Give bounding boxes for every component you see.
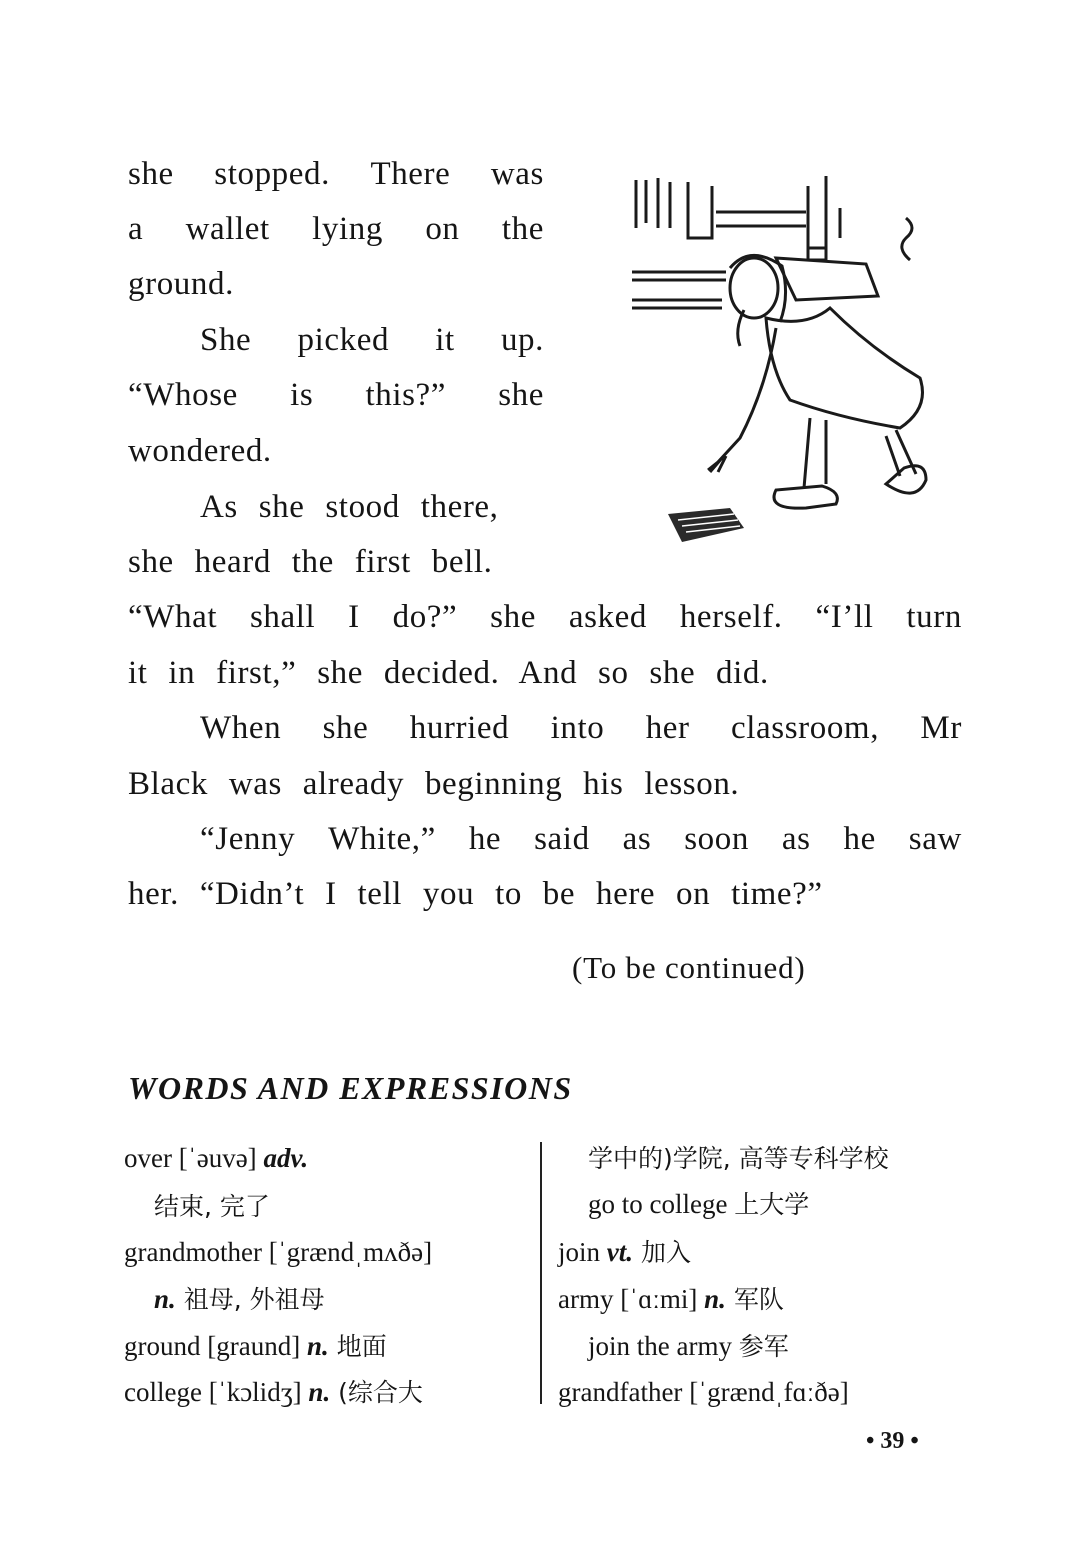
story-line-text: As she stood there,: [200, 489, 499, 525]
story-word: she: [128, 156, 174, 192]
vocab-word: join the army: [588, 1331, 732, 1361]
story-line-text: Black was already beginning his lesson.: [128, 766, 740, 802]
vocab-phonetic: [ˈɑːmi]: [613, 1284, 705, 1314]
vocab-entry: [124, 1142, 308, 1174]
vocab-part-of-speech: n.: [154, 1284, 176, 1314]
vocab-meaning: 参军: [738, 1332, 789, 1361]
vocab-word: college: [124, 1377, 202, 1407]
story-word: she: [322, 710, 369, 746]
story-word: she: [498, 377, 544, 413]
vocab-meaning: 军队: [725, 1285, 784, 1314]
story-word: Mr: [920, 710, 962, 746]
vocab-part-of-speech: n.: [306, 1331, 329, 1361]
girl-picking-up-wallet-illustration: [626, 168, 946, 548]
vocab-meaning: 学中的)学院, 高等专科学校: [588, 1144, 889, 1173]
story-word: shall: [249, 599, 316, 635]
story-word: she: [490, 599, 536, 635]
story-word: There: [370, 156, 451, 192]
to-be-continued-note: (To be continued): [572, 950, 806, 985]
story-line: [128, 764, 962, 804]
story-line: [128, 431, 544, 471]
story-line: [128, 375, 544, 415]
story-word: was: [490, 156, 544, 192]
vocab-meaning-line: [154, 1190, 270, 1223]
vocab-meaning: (综合大: [330, 1378, 423, 1407]
vocab-word: army: [558, 1284, 614, 1314]
story-line: [128, 264, 544, 304]
story-word: “I’ll: [815, 599, 874, 635]
story-word: I: [348, 599, 360, 635]
vocab-entry: [558, 1376, 849, 1408]
vocab-word: grandmother: [124, 1237, 262, 1267]
story-word: classroom,: [730, 710, 880, 746]
story-line: [128, 819, 962, 859]
story-word: asked: [568, 599, 647, 635]
vocab-spacer: [732, 1331, 739, 1361]
vocab-part-of-speech: n.: [308, 1377, 331, 1407]
vocab-phonetic: [ˈkɔlidʒ]: [201, 1377, 309, 1407]
story-line: [128, 597, 962, 637]
story-word: he: [843, 821, 876, 857]
story-word: soon: [684, 821, 749, 857]
vocab-word: join: [558, 1237, 601, 1267]
story-word: lying: [312, 211, 383, 247]
vocab-entry: [588, 1188, 809, 1221]
vocab-word: ground: [124, 1331, 201, 1361]
story-word: She: [200, 322, 252, 358]
story-word: wallet: [185, 211, 270, 247]
story-line-text: she heard the first bell.: [128, 544, 493, 580]
story-word: a: [128, 211, 144, 247]
story-word: herself.: [679, 599, 783, 635]
story-word: “Whose: [128, 377, 238, 413]
story-word: is: [290, 377, 314, 413]
vocab-meaning: 结束, 完了: [154, 1192, 270, 1221]
vocab-part-of-speech: adv.: [263, 1143, 309, 1173]
story-word: it: [435, 322, 455, 358]
vocab-phonetic: [graund]: [200, 1331, 307, 1361]
story-line: [128, 653, 962, 693]
vocab-word: go to college: [588, 1189, 728, 1219]
story-word: he: [468, 821, 502, 857]
vocab-spacer: [600, 1237, 607, 1267]
story-word: said: [534, 821, 590, 857]
story-word: picked: [297, 322, 390, 358]
story-line-text: wondered.: [128, 433, 272, 469]
story-word: When: [200, 710, 282, 746]
story-line-text: ground.: [128, 266, 234, 302]
story-line: [128, 487, 544, 527]
page-number: • 39 •: [866, 1428, 919, 1454]
story-word: her: [645, 710, 690, 746]
story-line: [128, 209, 544, 249]
vocab-meaning-line: [154, 1283, 325, 1316]
story-word: “Jenny: [200, 821, 296, 857]
vocab-phonetic: [ˈgrændˌfɑːðə]: [682, 1377, 849, 1407]
story-line: [128, 708, 962, 748]
story-word: as: [781, 821, 811, 857]
story-line-text: it in first,” she decided. And so she did.: [128, 655, 769, 691]
story-word: turn: [906, 599, 962, 635]
story-word: this?”: [365, 377, 447, 413]
story-line-text: her. “Didn’t I tell you to be here on time?”: [128, 876, 823, 912]
story-line: [128, 154, 544, 194]
story-word: do?”: [392, 599, 458, 635]
vocab-word: over: [124, 1143, 172, 1173]
vocab-meaning: 上大学: [734, 1190, 810, 1219]
story-word: as: [622, 821, 652, 857]
story-word: the: [501, 211, 544, 247]
vocab-word: grandfather: [558, 1377, 683, 1407]
story-line: [128, 320, 544, 360]
vocab-meaning: 祖母, 外祖母: [175, 1285, 325, 1314]
vocab-phonetic: [ˈgrændˌmʌðə]: [261, 1237, 433, 1267]
vocab-entry: [558, 1236, 691, 1269]
vocab-entry: [124, 1236, 432, 1268]
story-word: White,”: [328, 821, 436, 857]
column-divider: [540, 1142, 542, 1404]
story-word: into: [550, 710, 605, 746]
story-line: [128, 542, 544, 582]
vocab-meaning: 加入: [633, 1238, 691, 1267]
vocab-entry: [558, 1283, 784, 1316]
vocab-entry: [124, 1330, 387, 1363]
vocab-entry: [124, 1376, 423, 1409]
vocab-phonetic: [ˈəuvə]: [171, 1143, 264, 1173]
story-word: stopped.: [214, 156, 330, 192]
story-word: saw: [908, 821, 962, 857]
vocab-meaning: 地面: [328, 1332, 387, 1361]
vocab-meaning-line: [588, 1142, 889, 1175]
words-section-title: WORDS AND EXPRESSIONS: [128, 1070, 573, 1106]
story-word: “What: [128, 599, 218, 635]
vocab-entry: [588, 1330, 789, 1363]
story-line: [128, 874, 962, 914]
story-word: on: [425, 211, 460, 247]
vocab-part-of-speech: n.: [704, 1284, 726, 1314]
story-word: hurried: [409, 710, 510, 746]
story-word: up.: [500, 322, 544, 358]
vocab-part-of-speech: vt.: [606, 1237, 634, 1267]
